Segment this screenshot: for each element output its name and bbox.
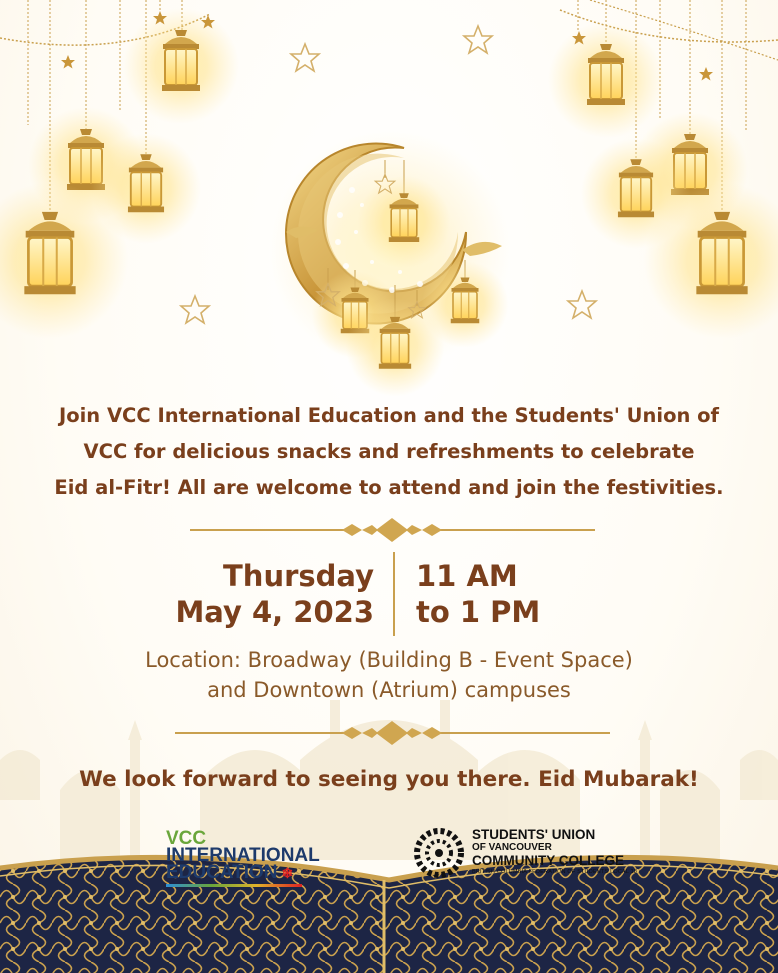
event-location [0, 645, 778, 705]
vcc-logo-line: INTERNATIONAL [166, 845, 320, 866]
event-time [416, 558, 540, 630]
intro-line: Eid al-Fitr! All are welcome to attend and join the festivities. [54, 476, 724, 499]
footer-pattern [0, 857, 778, 973]
location-line: Location: Broadway (Building B - Event Space) [145, 648, 633, 672]
star-icon [568, 291, 596, 318]
su-logo-line: BRITISH COLUMBIA FEDERATION OF STUDENTS LOCAL 18 [472, 869, 638, 875]
star-icon [464, 26, 492, 53]
intro-text [20, 398, 758, 506]
maple-leaf-icon: ❄ [281, 865, 294, 881]
event-time-end: to 1 PM [416, 595, 541, 629]
ornamental-divider [0, 719, 778, 747]
lantern-icon [548, 22, 664, 138]
event-datetime [0, 552, 778, 642]
crescent-moon-icon [18, 122, 34, 140]
vcc-logo-bar [166, 884, 302, 887]
location-line: and Downtown (Atrium) campuses [207, 678, 571, 702]
star-icon [181, 296, 209, 323]
star-icon [291, 44, 319, 71]
students-union-emblem-icon [414, 828, 464, 878]
datetime-separator [393, 552, 395, 636]
intro-line: Join VCC International Education and the Students' Union of [58, 404, 720, 427]
lantern-icon [123, 8, 239, 124]
closing-message: We look forward to seeing you there. Eid Mubarak! [79, 767, 699, 792]
students-union-text [472, 828, 637, 877]
intro-line: VCC for delicious snacks and refreshments to celebrate [83, 440, 695, 463]
vcc-international-logo [166, 830, 320, 887]
event-time-start: 11 AM [416, 559, 518, 593]
su-logo-line: COMMUNITY COLLEGE [472, 853, 625, 868]
event-date-text: May 4, 2023 [175, 595, 374, 629]
ornamental-divider [0, 516, 778, 544]
event-date [175, 558, 374, 630]
su-logo-line: OF VANCOUVER [472, 842, 552, 853]
su-logo-line: STUDENTS' UNION [472, 827, 596, 842]
vcc-logo-line: VCC [166, 828, 207, 849]
event-day: Thursday [223, 559, 374, 593]
vcc-logo-line: EDUCATION [166, 862, 278, 883]
